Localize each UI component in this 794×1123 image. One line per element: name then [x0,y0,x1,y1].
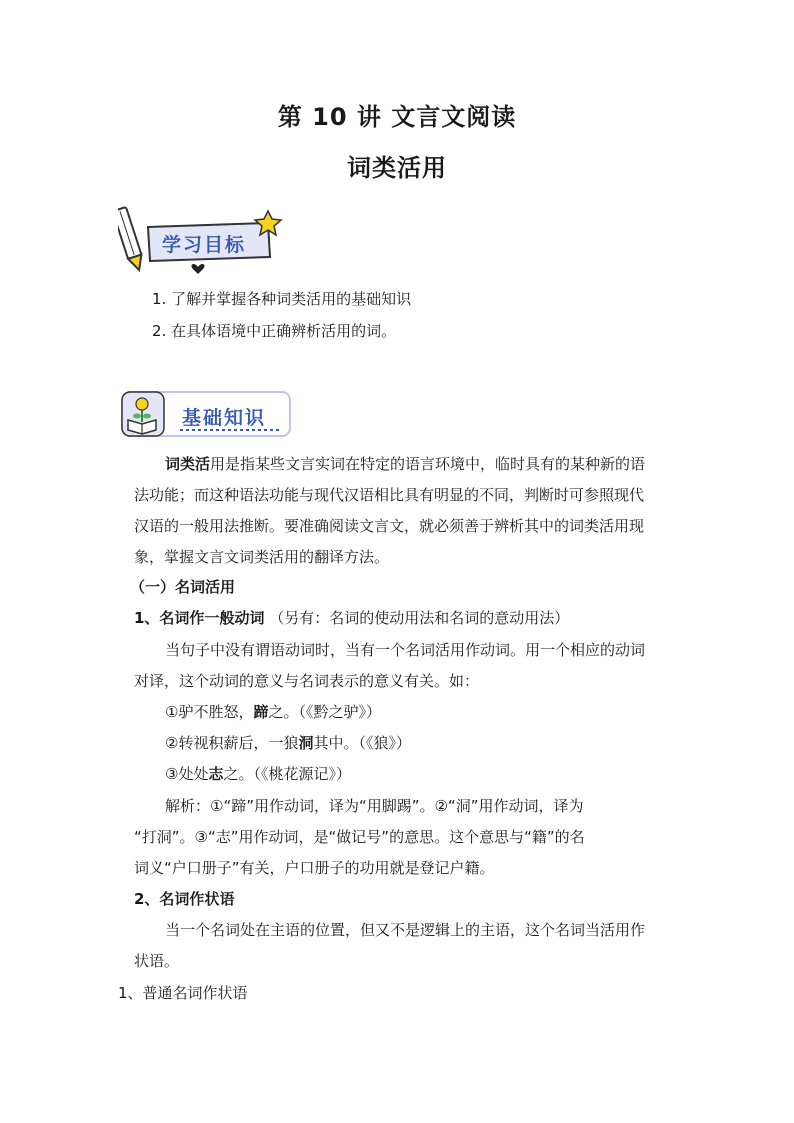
example-1: ①驴不胜怒，蹄之。（《黔之驴》） [165,703,381,721]
subsection-1-heading: 1、名词作一般动词 （另有：名词的使动用法和名词的意动用法） [134,609,570,627]
objective-item-1: 1. 了解并掌握各种词类活用的基础知识 [152,290,412,308]
subsection-1-desc-2: 对译，这个动词的意义与名词表示的意义有关。如： [134,672,480,690]
subsection-2-desc-2: 状语。 [134,952,180,970]
objectives-badge-label: 学习目标 [162,234,247,256]
intro-line-1: 词类活用是指某些文言实词在特定的语言环境中，临时具有的某种新的语 [165,455,646,473]
subsection-1-desc-1: 当句子中没有谓语动词时，当有一个名词活用作动词。用一个相应的动词 [165,641,646,659]
subsection-2-desc-1: 当一个名词处在主语的位置，但又不是逻辑上的主语，这个名词当活用作 [165,921,646,939]
page-subtitle: 词类活用 [347,154,447,182]
intro-line-3: 汉语的一般用法推断。要准确阅读文言文，就必须善于辨析其中的词类活用现 [134,517,645,535]
intro-line-4: 象，掌握文言文词类活用的翻译方法。 [134,548,390,566]
basics-badge-label: 基础知识 [182,407,267,429]
page-title: 第 10 讲 文言文阅读 [277,103,517,131]
example-3: ③处处志之。（《桃花源记》） [165,765,351,783]
objectives-badge [118,205,288,275]
basics-badge [120,386,295,444]
subsection-3-title: 1、普通名词作状语 [118,984,248,1002]
subsection-2-title: 2、名词作状语 [134,890,235,908]
section-title-noun: （一）名词活用 [130,578,236,596]
analysis-line-2: “打洞”。③“志”用作动词，是“做记号”的意思。这个意思与“籍”的名 [134,828,585,846]
objective-item-2: 2. 在具体语境中正确辨析活用的词。 [152,322,397,340]
intro-line-2: 法功能；而这种语法功能与现代汉语相比具有明显的不同，判断时可参照现代 [134,486,645,504]
example-2: ②转视积薪后，一狼洞其中。（《狼》） [165,734,411,752]
analysis-line-3: 词义“户口册子”有关，户口册子的功用就是登记户籍。 [134,859,495,877]
analysis-line-1: 解析：①“蹄”用作动词，译为“用脚踢”。②“洞”用作动词，译为 [165,797,584,815]
intro-term: 词类活 [165,455,211,473]
